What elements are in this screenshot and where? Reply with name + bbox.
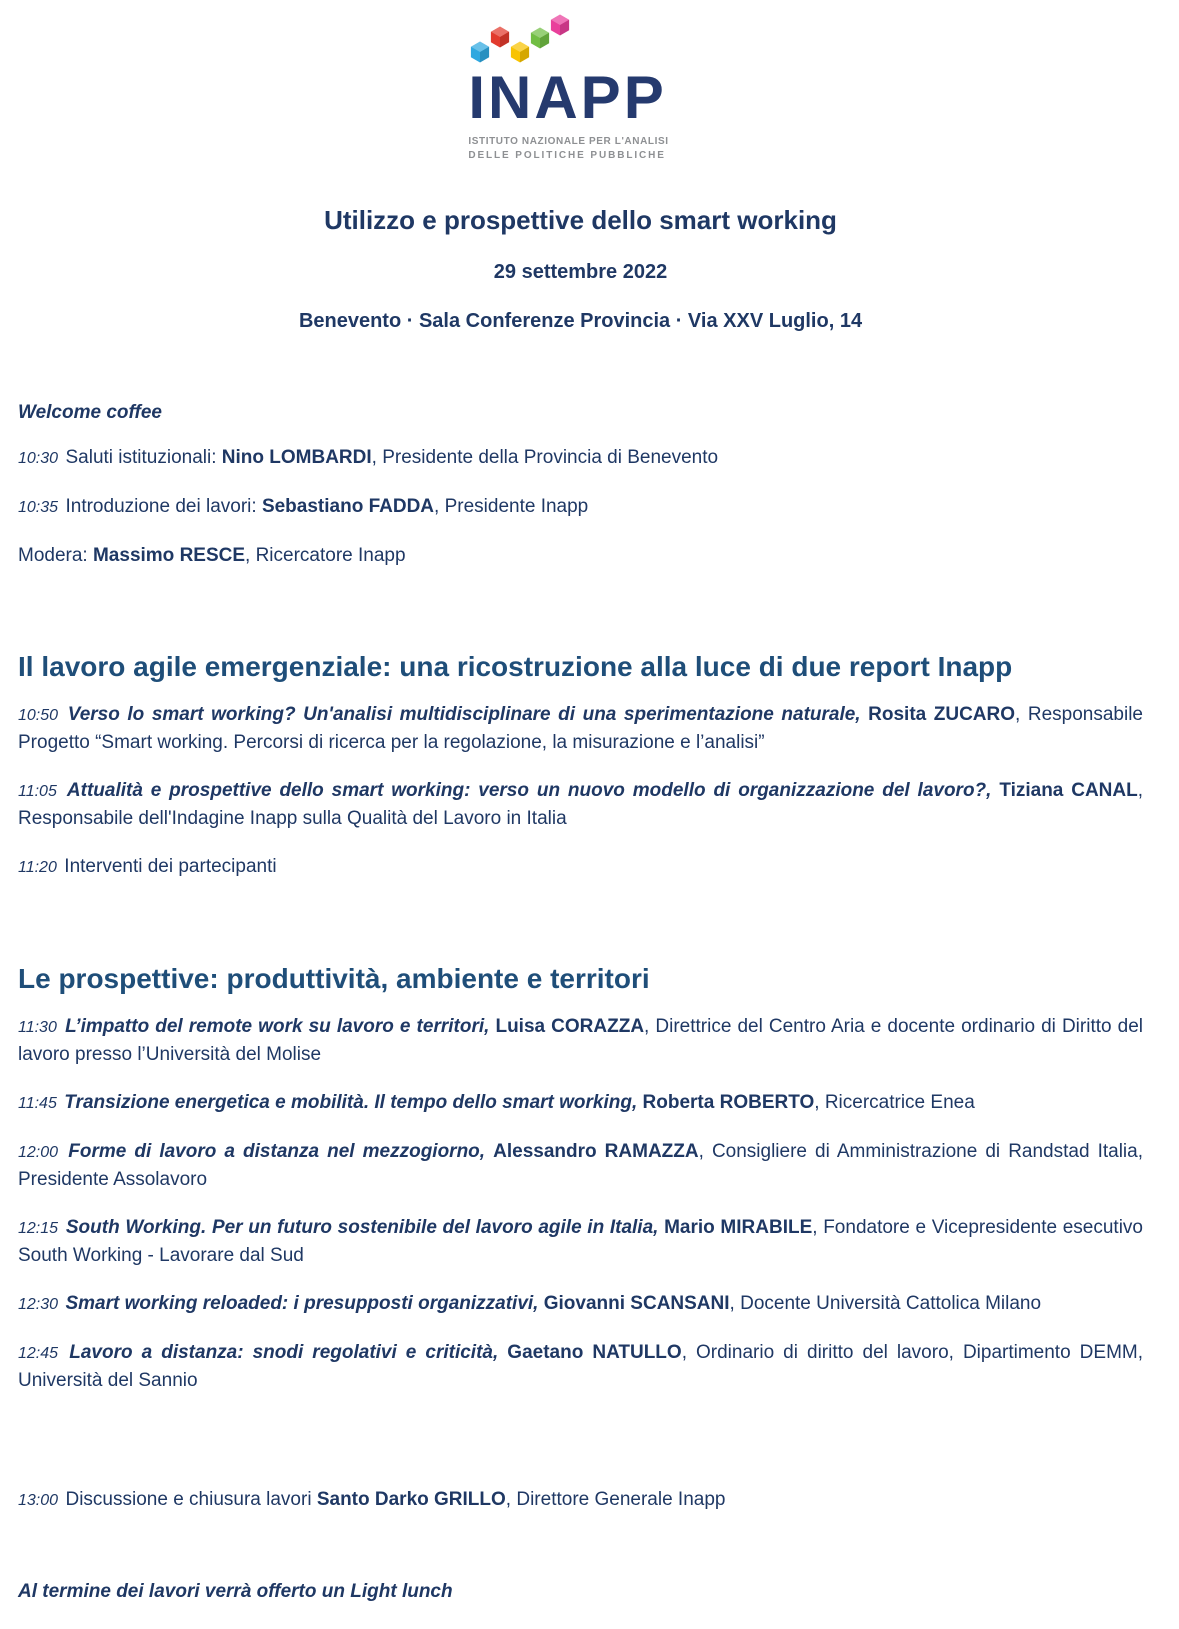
logo-subtitle <box>468 135 668 163</box>
schedule-item <box>18 701 1143 756</box>
text-segment: Roberta ROBERTO <box>642 1092 815 1113</box>
logo-area <box>18 14 1143 163</box>
text-segment: , Responsabile Progetto “Smart working. Percorsi di ricerca per la regolazione, la misurazione e l’analisi” <box>18 704 1143 753</box>
text-segment: Gaetano NATULLO <box>507 1342 682 1363</box>
closing-item <box>18 1486 1143 1514</box>
cube-yellow-icon <box>511 42 529 63</box>
text-segment: Sebastiano FADDA <box>261 496 435 517</box>
text-segment: , Ricercatrice Enea <box>814 1092 975 1113</box>
text-segment: , Presidente della Provincia di Benevento <box>371 447 719 468</box>
time-label: 12:00 <box>18 1144 66 1161</box>
text-segment: Discussione e chiusura lavori <box>65 1489 317 1510</box>
text-segment: Luisa CORAZZA <box>495 1016 645 1037</box>
text-segment: , Direttrice del Centro Aria e docente ordinario di Diritto del lavoro presso l’Università del Molise <box>18 1016 1143 1065</box>
text-segment: Forme di lavoro a distanza nel mezzogiorno, <box>68 1141 494 1162</box>
text-segment: Lavoro a distanza: snodi regolativi e criticità, <box>69 1342 508 1363</box>
schedule-item <box>18 777 1143 832</box>
text-segment: Saluti istituzionali: <box>65 447 222 468</box>
schedule-item <box>18 1290 1143 1318</box>
inapp-logo <box>468 14 668 163</box>
text-segment: Interventi dei partecipanti <box>64 856 277 877</box>
schedule-item <box>18 1013 1143 1068</box>
text-segment: South Working. Per un futuro sostenibile del lavoro agile in Italia, <box>65 1217 665 1238</box>
schedule-item <box>18 1486 1143 1514</box>
text-segment: Smart working reloaded: i presupposti organizzativi, <box>65 1293 544 1314</box>
time-label: 11:20 <box>18 859 62 876</box>
text-segment: Verso lo smart working? Un'analisi multidisciplinare di una sperimentazione naturale, <box>67 704 869 725</box>
cube-green-icon <box>531 28 549 49</box>
opening-items <box>18 444 1143 569</box>
program-sections <box>18 649 1143 1394</box>
cube-pink-icon <box>551 15 569 36</box>
logo-wordmark: INAPP <box>468 64 667 131</box>
text-segment: Rosita ZUCARO <box>868 704 1016 725</box>
event-title: Utilizzo e prospettive dello smart working <box>324 205 837 235</box>
text-segment: Transizione energetica e mobilità. Il tempo dello smart working, <box>64 1092 643 1113</box>
text-segment: , Direttore Generale Inapp <box>505 1489 726 1510</box>
text-segment: , Consigliere di Amministrazione di Randstad Italia, Presidente Assolavoro <box>18 1141 1143 1190</box>
time-label: 11:30 <box>18 1019 63 1036</box>
event-date: 29 settembre 2022 <box>493 261 668 283</box>
text-segment: Santo Darko GRILLO <box>316 1489 506 1510</box>
text-segment: , Ricercatore Inapp <box>245 545 406 566</box>
text-segment: , Fondatore e Vicepresidente esecutivo South Working - Lavorare dal Sud <box>18 1217 1143 1266</box>
schedule-item <box>18 493 1143 521</box>
section-heading: Le prospettive: produttività, ambiente e territori <box>18 963 650 994</box>
section-heading: Il lavoro agile emergenziale: una ricostruzione alla luce di due report Inapp <box>18 651 1013 682</box>
event-location: Benevento · Sala Conferenze Provincia · Via XXV Luglio, 14 <box>298 310 863 332</box>
schedule-item <box>18 542 1143 569</box>
cube-red-icon <box>491 27 509 48</box>
time-label: 12:15 <box>18 1220 63 1237</box>
time-label: 12:30 <box>18 1296 63 1313</box>
text-segment: , Ordinario di diritto del lavoro, Dipartimento DEMM, Università del Sannio <box>18 1342 1144 1391</box>
schedule-item <box>18 444 1143 472</box>
logo-subtitle-line2: DELLE POLITICHE PUBBLICHE <box>468 150 666 161</box>
time-label: 10:30 <box>18 450 63 467</box>
logo-subtitle-line1: ISTITUTO NAZIONALE PER L'ANALISI <box>468 136 669 147</box>
time-label: 11:05 <box>18 783 64 800</box>
schedule-item <box>18 1089 1143 1117</box>
time-label: 10:50 <box>18 707 65 724</box>
logo-cubes-icon <box>470 14 574 64</box>
text-segment: Introduzione dei lavori: <box>65 496 262 517</box>
schedule-item <box>18 853 1143 881</box>
text-segment: L’impatto del remote work su lavoro e territori, <box>65 1016 496 1037</box>
text-segment: , Presidente Inapp <box>434 496 589 517</box>
text-segment: , Responsabile dell'Indagine Inapp sulla Qualità del Lavoro in Italia <box>18 780 1144 829</box>
text-segment: Mario MIRABILE <box>664 1217 813 1238</box>
text-segment: Attualità e prospettive dello smart working: verso un nuovo modello di organizzazione del lavoro?, <box>66 780 1000 801</box>
time-label: 11:45 <box>18 1095 62 1112</box>
text-segment: , Docente Università Cattolica Milano <box>729 1293 1042 1314</box>
text-segment: Nino LOMBARDI <box>221 447 372 468</box>
text-segment: Tiziana CANAL <box>999 780 1138 801</box>
schedule-item <box>18 1138 1143 1193</box>
text-segment: Modera: <box>18 545 93 566</box>
welcome-coffee-note: Welcome coffee <box>18 402 162 423</box>
text-segment: Massimo RESCE <box>92 545 246 566</box>
time-label: 10:35 <box>18 499 63 516</box>
schedule-item <box>18 1339 1143 1394</box>
schedule-item <box>18 1214 1143 1269</box>
footer-note: Al termine dei lavori verrà offerto un Light lunch <box>18 1581 453 1602</box>
time-label: 12:45 <box>18 1345 67 1362</box>
time-label: 13:00 <box>18 1492 63 1509</box>
text-segment: Giovanni SCANSANI <box>543 1293 730 1314</box>
cube-blue-icon <box>471 42 489 63</box>
text-segment: Alessandro RAMAZZA <box>493 1141 699 1162</box>
